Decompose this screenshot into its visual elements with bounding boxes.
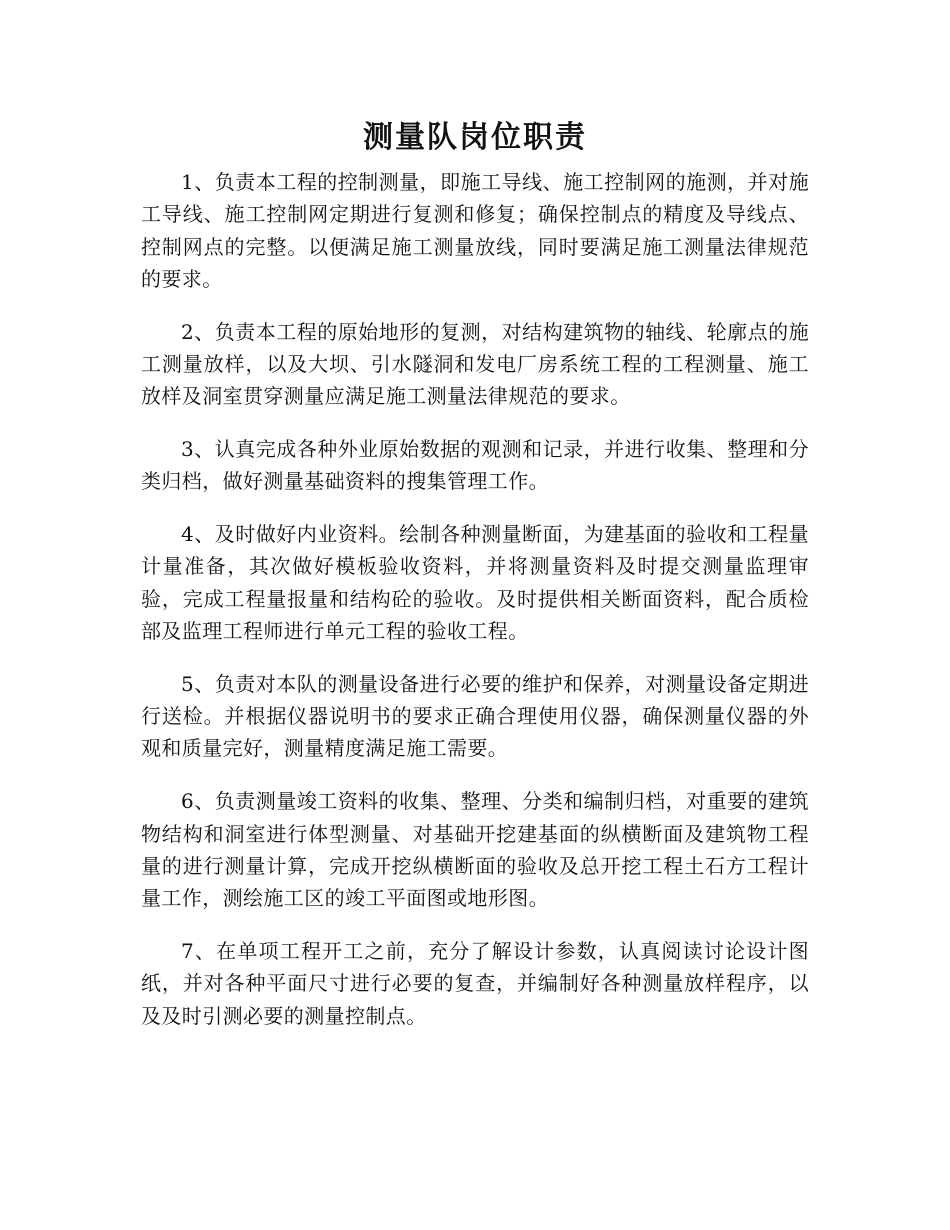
document-title: 测量队岗位职责 bbox=[363, 120, 587, 155]
paragraph-2: 2、负责本工程的原始地形的复测，对结构建筑物的轴线、轮廓点的施工测量放样，以及大坝、引水隧洞和发电厂房系统工程的工程测量、施工放样及洞室贯穿测量应满足施工测量法律规范的要求。 bbox=[141, 319, 809, 409]
paragraph-5: 5、负责对本队的测量设备进行必要的维护和保养，对测量设备定期进行送检。并根据仪器说明书的要求正确合理使用仪器，确保测量仪器的外观和质量完好，测量精度满足施工需要。 bbox=[141, 671, 809, 761]
paragraph-1: 1、负责本工程的控制测量，即施工导线、施工控制网的施测，并对施工导线、施工控制网定期进行复测和修复；确保控制点的精度及导线点、控制网点的完整。以便满足施工测量放线，同时要满足施工测量法律规范的要求。 bbox=[141, 170, 809, 291]
paragraph-7: 7、在单项工程开工之前，充分了解设计参数，认真阅读讨论设计图纸，并对各种平面尺寸进行必要的复查，并编制好各种测量放样程序，以及及时引测必要的测量控制点。 bbox=[141, 938, 809, 1028]
document-body bbox=[141, 166, 809, 1052]
paragraph-3: 3、认真完成各种外业原始数据的观测和记录，并进行收集、整理和分类归档，做好测量基础资料的搜集管理工作。 bbox=[141, 437, 809, 494]
paragraph-6: 6、负责测量竣工资料的收集、整理、分类和编制归档，对重要的建筑物结构和洞室进行体型测量、对基础开挖建基面的纵横断面及建筑物工程量的进行测量计算，完成开挖纵横断面的验收及总开挖工程土石方工程计量工作，测绘施工区的竣工平面图或地形图。 bbox=[141, 789, 809, 911]
paragraph-4: 4、及时做好内业资料。绘制各种测量断面，为建基面的验收和工程量计量准备，其次做好模板验收资料，并将测量资料及时提交测量监理审验，完成工程量报量和结构砼的验收。及时提供相关断面资料，配合质检部及监理工程师进行单元工程的验收工程。 bbox=[141, 522, 809, 644]
